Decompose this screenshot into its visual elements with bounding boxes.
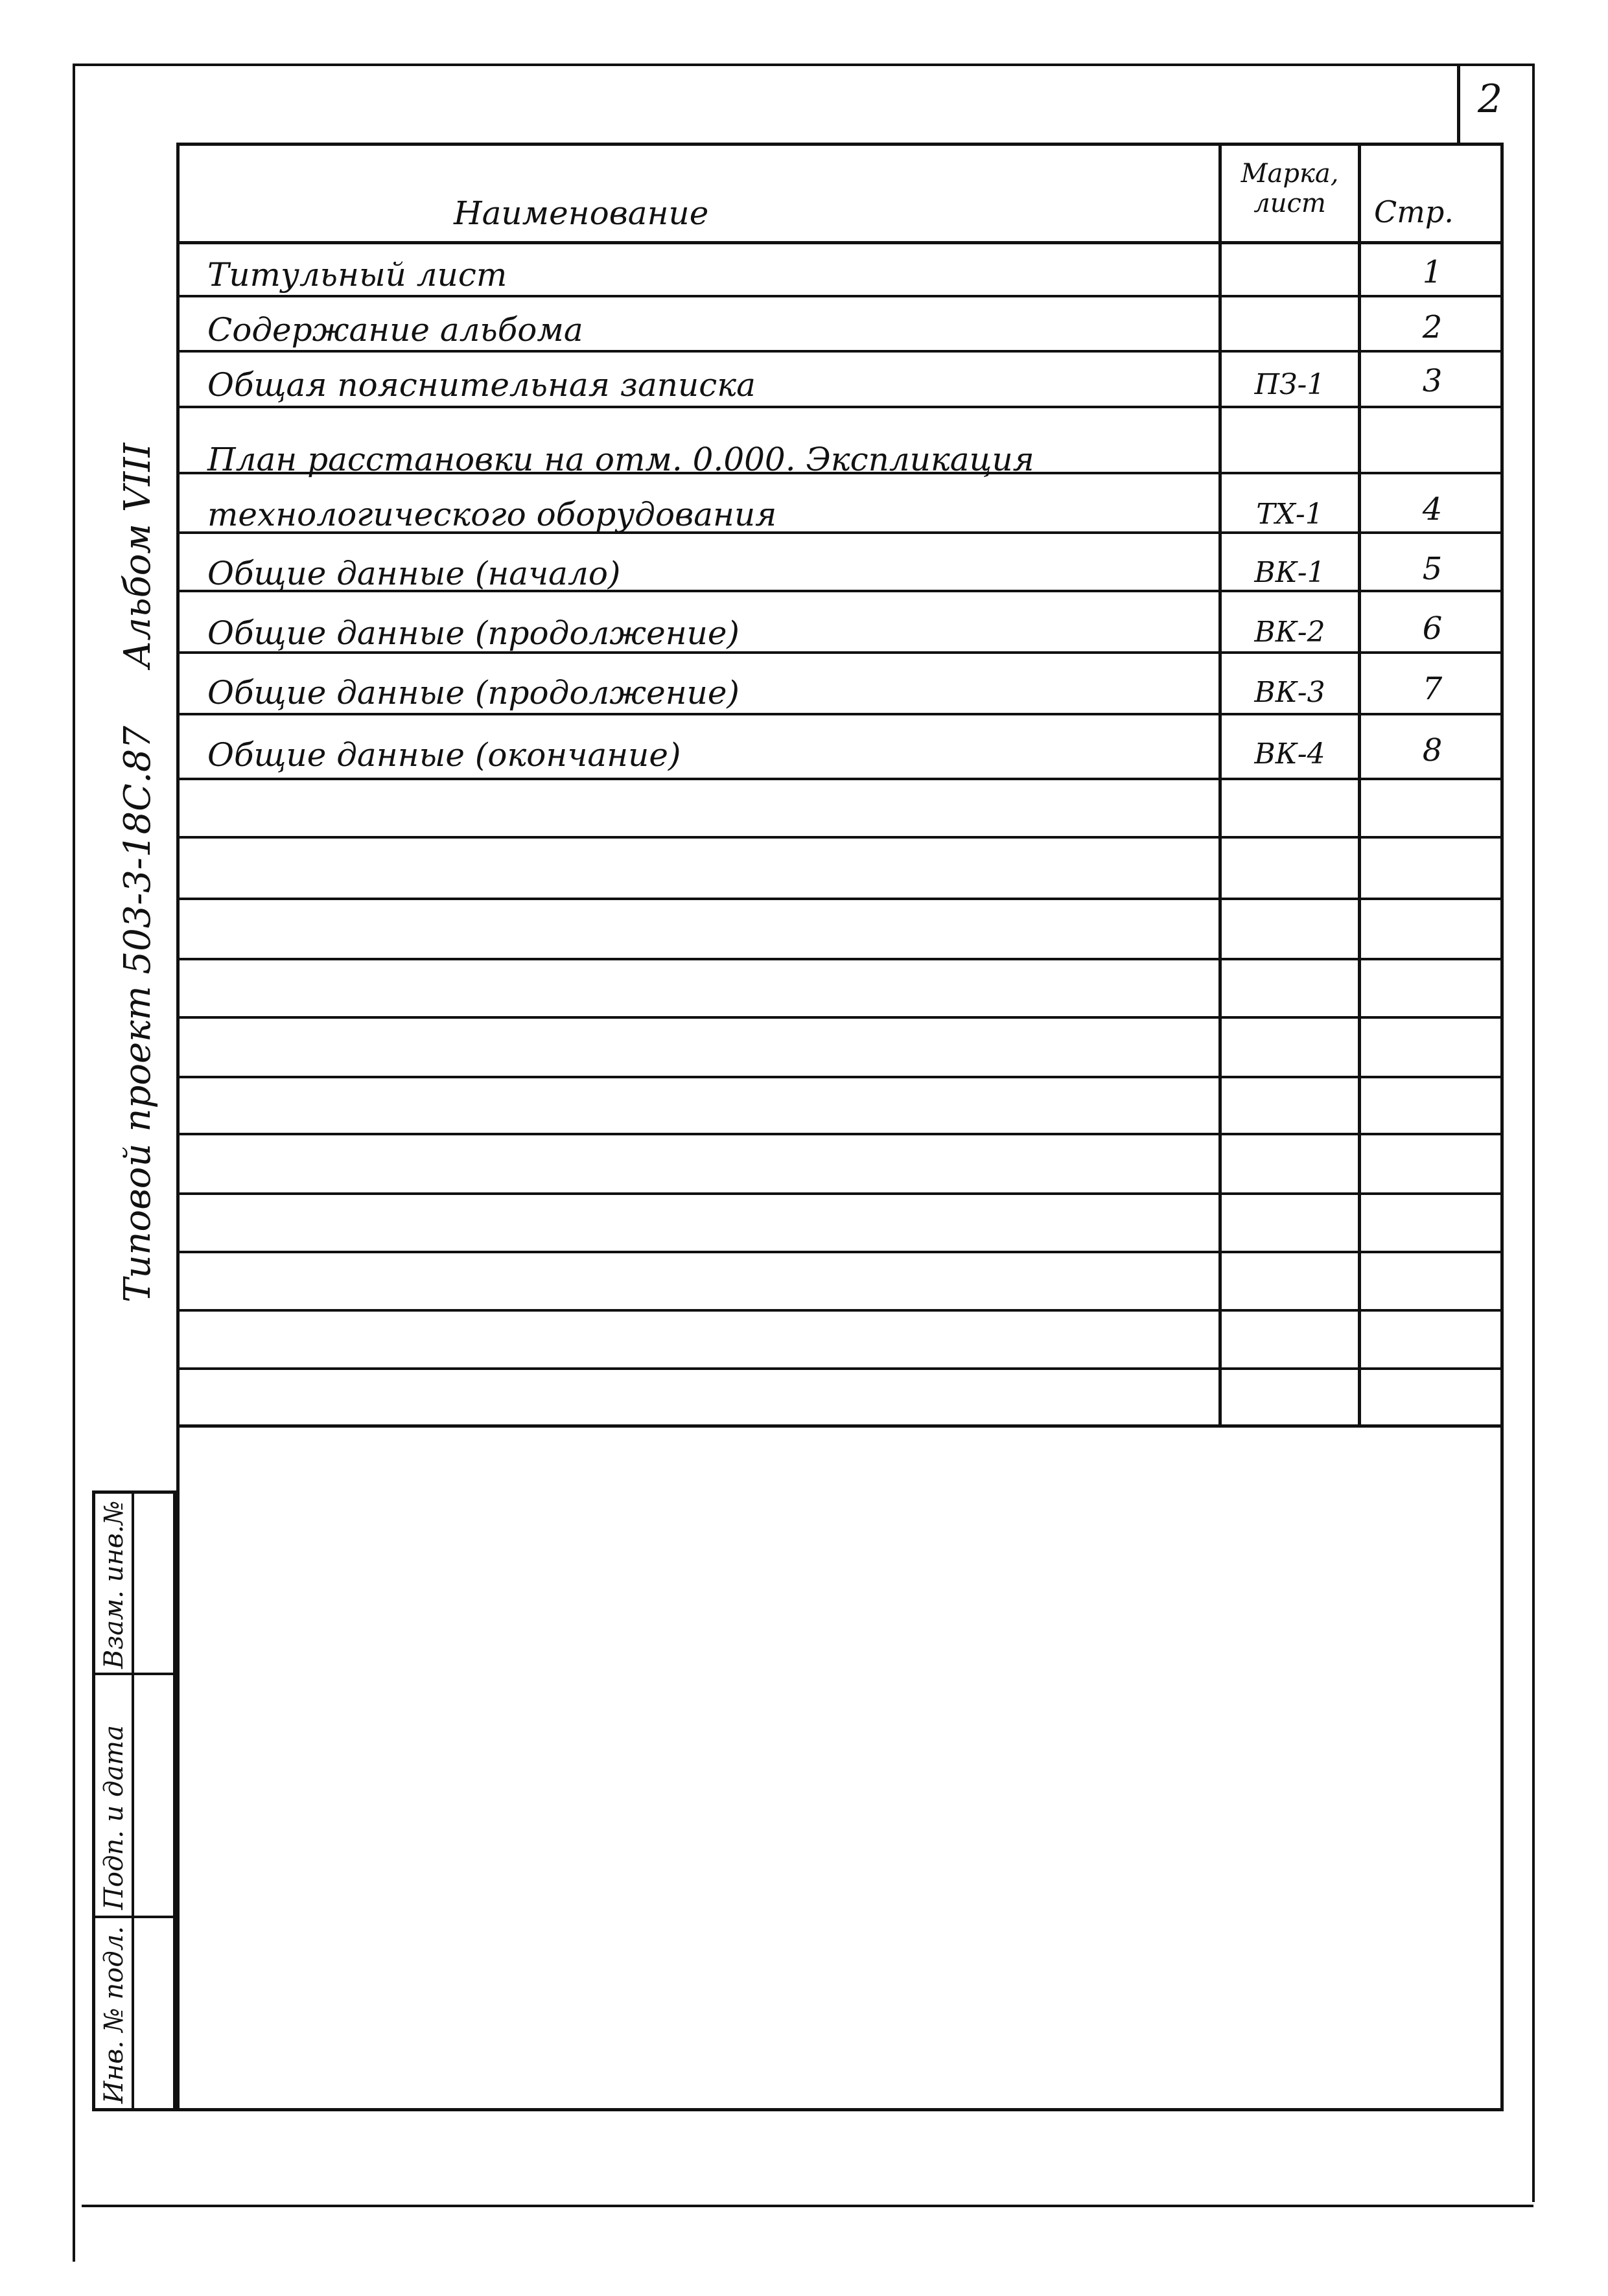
- sheet-frame: [176, 143, 1504, 2111]
- side-project-label: [117, 443, 159, 1303]
- header-mark-line2: лист: [1253, 189, 1326, 218]
- row-rule: [176, 295, 1504, 297]
- row-rule: [176, 1367, 1504, 1370]
- row-rule: [176, 1309, 1504, 1312]
- header-page: Стр.: [1374, 194, 1454, 229]
- top-border-line: [73, 64, 1535, 66]
- row-page: 5: [1422, 551, 1443, 587]
- bottom-border-line: [82, 2205, 1533, 2207]
- side-project-code: Типовой проект 503-3-18С.87: [117, 725, 159, 1303]
- row-name: Общие данные (начало): [207, 555, 621, 592]
- right-border-line: [1532, 64, 1535, 2202]
- row-name: Содержание альбома: [207, 311, 583, 349]
- row-name: План расстановки на отм. 0.000. Экспликация: [207, 441, 1034, 478]
- stamp-cell: Подп. и дата: [95, 1675, 173, 1918]
- header-mark-line1: Марка,: [1241, 159, 1339, 189]
- header-name: Наименование: [454, 194, 709, 232]
- row-page: 8: [1422, 732, 1443, 769]
- row-rule: [176, 836, 1504, 839]
- row-page: 7: [1422, 671, 1443, 707]
- row-rule: [176, 713, 1504, 715]
- table-bottom-rule: [176, 1424, 1504, 1428]
- row-rule: [176, 778, 1504, 780]
- stamp-label: Взам. инв.№: [99, 1500, 129, 1669]
- row-rule: [176, 350, 1504, 353]
- row-name: Общие данные (продолжение): [207, 614, 740, 652]
- row-mark: ТХ-1: [1256, 498, 1323, 531]
- row-name: Общие данные (продолжение): [207, 674, 740, 712]
- row-page: 2: [1422, 309, 1443, 345]
- row-rule: [176, 898, 1504, 900]
- row-name: Титульный лист: [207, 256, 507, 294]
- col-divider-page: [1358, 144, 1361, 1426]
- stamp-column: [92, 1490, 176, 2111]
- row-rule: [176, 1133, 1504, 1135]
- row-mark: ВК-4: [1254, 737, 1325, 771]
- row-mark: ВК-2: [1254, 616, 1325, 649]
- header-mark: [1222, 159, 1358, 218]
- row-rule: [176, 406, 1504, 408]
- row-page: 1: [1422, 254, 1443, 290]
- left-binding-line: [73, 65, 75, 2262]
- stamp-cell: Инв. № подл.: [95, 1918, 173, 2108]
- page-number: 2: [1478, 76, 1503, 122]
- row-rule: [176, 1016, 1504, 1019]
- header-rule: [176, 241, 1504, 244]
- row-page: 6: [1422, 610, 1443, 647]
- row-rule: [176, 1076, 1504, 1078]
- side-album-number: Альбом VIII: [117, 443, 159, 668]
- row-page: 4: [1422, 491, 1443, 528]
- row-rule: [176, 1192, 1504, 1195]
- row-name: технологического оборудования: [207, 496, 777, 533]
- row-page: 3: [1422, 363, 1443, 399]
- row-mark: ПЗ-1: [1254, 368, 1325, 401]
- row-rule: [176, 958, 1504, 960]
- row-mark: ВК-3: [1254, 676, 1325, 709]
- row-name: Общая пояснительная записка: [207, 366, 756, 404]
- row-mark: ВК-1: [1254, 556, 1325, 589]
- row-name: Общие данные (окончание): [207, 736, 681, 774]
- stamp-cell: [95, 1494, 173, 1675]
- col-divider-mark: [1218, 144, 1222, 1426]
- row-rule: [176, 1251, 1504, 1253]
